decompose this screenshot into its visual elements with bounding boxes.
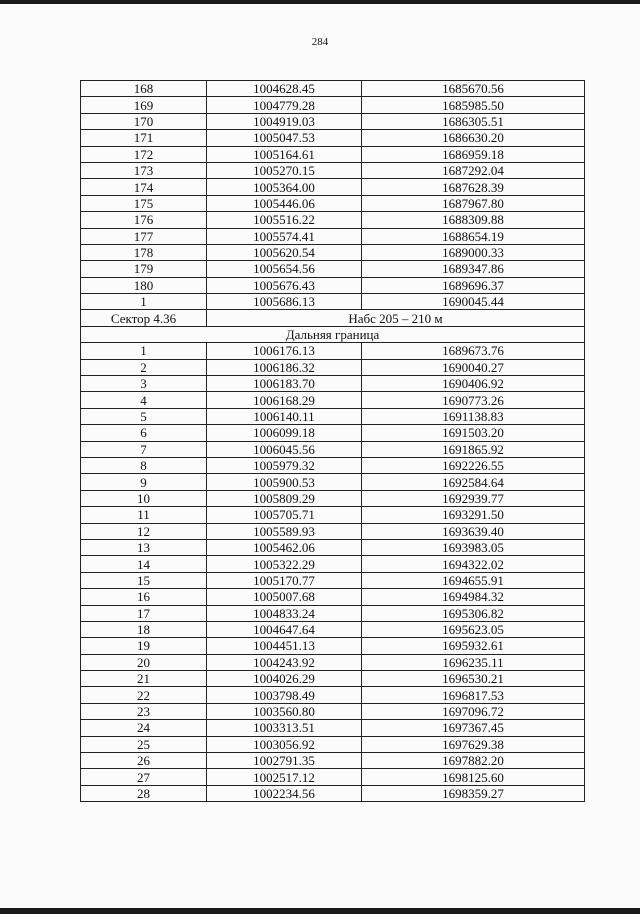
y-coordinate: 1692939.77	[362, 490, 585, 506]
table-row	[81, 572, 585, 588]
y-coordinate: 1696235.11	[362, 654, 585, 670]
point-number: 25	[81, 736, 207, 752]
y-coordinate: 1695623.05	[362, 621, 585, 637]
x-coordinate: 1005809.29	[207, 490, 362, 506]
point-number: 5	[81, 408, 207, 424]
table-row	[81, 720, 585, 736]
scan-edge-bottom	[0, 908, 640, 914]
point-number: 177	[81, 228, 207, 244]
point-number: 18	[81, 621, 207, 637]
table-row	[81, 179, 585, 195]
table-row	[81, 294, 585, 310]
x-coordinate: 1006186.32	[207, 359, 362, 375]
point-number: 20	[81, 654, 207, 670]
y-coordinate: 1692226.55	[362, 457, 585, 473]
table-row	[81, 130, 585, 146]
x-coordinate: 1006183.70	[207, 376, 362, 392]
table-row	[81, 703, 585, 719]
x-coordinate: 1003798.49	[207, 687, 362, 703]
boundary-label: Дальняя граница	[81, 326, 585, 342]
point-number: 3	[81, 376, 207, 392]
y-coordinate: 1685670.56	[362, 81, 585, 97]
x-coordinate: 1004919.03	[207, 113, 362, 129]
y-coordinate: 1687967.80	[362, 195, 585, 211]
x-coordinate: 1005620.54	[207, 244, 362, 260]
y-coordinate: 1694984.32	[362, 589, 585, 605]
y-coordinate: 1697367.45	[362, 720, 585, 736]
y-coordinate: 1695932.61	[362, 638, 585, 654]
x-coordinate: 1004451.13	[207, 638, 362, 654]
table-row	[81, 441, 585, 457]
table-row	[81, 687, 585, 703]
y-coordinate: 1689347.86	[362, 261, 585, 277]
y-coordinate: 1696817.53	[362, 687, 585, 703]
y-coordinate: 1698359.27	[362, 785, 585, 801]
sector-height: Набс 205 – 210 м	[207, 310, 585, 326]
x-coordinate: 1004628.45	[207, 81, 362, 97]
table-row	[81, 277, 585, 293]
x-coordinate: 1002517.12	[207, 769, 362, 785]
table-row	[81, 769, 585, 785]
y-coordinate: 1695306.82	[362, 605, 585, 621]
point-number: 4	[81, 392, 207, 408]
y-coordinate: 1697096.72	[362, 703, 585, 719]
y-coordinate: 1691138.83	[362, 408, 585, 424]
y-coordinate: 1694322.02	[362, 556, 585, 572]
y-coordinate: 1690045.44	[362, 294, 585, 310]
point-number: 9	[81, 474, 207, 490]
point-number: 26	[81, 753, 207, 769]
x-coordinate: 1005007.68	[207, 589, 362, 605]
y-coordinate: 1696530.21	[362, 671, 585, 687]
y-coordinate: 1687628.39	[362, 179, 585, 195]
table-row	[81, 457, 585, 473]
point-number: 14	[81, 556, 207, 572]
table-row	[81, 638, 585, 654]
point-number: 8	[81, 457, 207, 473]
x-coordinate: 1005364.00	[207, 179, 362, 195]
point-number: 170	[81, 113, 207, 129]
x-coordinate: 1005462.06	[207, 539, 362, 555]
x-coordinate: 1005900.53	[207, 474, 362, 490]
y-coordinate: 1685985.50	[362, 97, 585, 113]
x-coordinate: 1006168.29	[207, 392, 362, 408]
x-coordinate: 1003056.92	[207, 736, 362, 752]
point-number: 21	[81, 671, 207, 687]
y-coordinate: 1698125.60	[362, 769, 585, 785]
x-coordinate: 1005686.13	[207, 294, 362, 310]
x-coordinate: 1005047.53	[207, 130, 362, 146]
x-coordinate: 1006176.13	[207, 343, 362, 359]
y-coordinate: 1689000.33	[362, 244, 585, 260]
table-row	[81, 654, 585, 670]
table-row	[81, 785, 585, 801]
y-coordinate: 1693983.05	[362, 539, 585, 555]
table-row	[81, 425, 585, 441]
y-coordinate: 1690406.92	[362, 376, 585, 392]
point-number: 172	[81, 146, 207, 162]
x-coordinate: 1005654.56	[207, 261, 362, 277]
x-coordinate: 1002234.56	[207, 785, 362, 801]
table-row	[81, 736, 585, 752]
table-row	[81, 408, 585, 424]
x-coordinate: 1003313.51	[207, 720, 362, 736]
point-number: 23	[81, 703, 207, 719]
y-coordinate: 1687292.04	[362, 162, 585, 178]
point-number: 1	[81, 294, 207, 310]
x-coordinate: 1005676.43	[207, 277, 362, 293]
point-number: 1	[81, 343, 207, 359]
x-coordinate: 1004833.24	[207, 605, 362, 621]
point-number: 12	[81, 523, 207, 539]
table-row	[81, 228, 585, 244]
table-row	[81, 97, 585, 113]
point-number: 176	[81, 212, 207, 228]
y-coordinate: 1694655.91	[362, 572, 585, 588]
table-row	[81, 490, 585, 506]
table-row	[81, 507, 585, 523]
boundary-row	[81, 326, 585, 342]
table-row	[81, 195, 585, 211]
table-row	[81, 343, 585, 359]
point-number: 28	[81, 785, 207, 801]
x-coordinate: 1005322.29	[207, 556, 362, 572]
point-number: 179	[81, 261, 207, 277]
y-coordinate: 1686630.20	[362, 130, 585, 146]
x-coordinate: 1006045.56	[207, 441, 362, 457]
x-coordinate: 1005170.77	[207, 572, 362, 588]
rows-before-sector	[81, 81, 585, 310]
point-number: 24	[81, 720, 207, 736]
point-number: 7	[81, 441, 207, 457]
y-coordinate: 1688309.88	[362, 212, 585, 228]
x-coordinate: 1005516.22	[207, 212, 362, 228]
scan-edge-top	[0, 0, 640, 4]
table-row	[81, 392, 585, 408]
table-row	[81, 753, 585, 769]
x-coordinate: 1004779.28	[207, 97, 362, 113]
point-number: 11	[81, 507, 207, 523]
y-coordinate: 1688654.19	[362, 228, 585, 244]
y-coordinate: 1689673.76	[362, 343, 585, 359]
x-coordinate: 1005979.32	[207, 457, 362, 473]
x-coordinate: 1006140.11	[207, 408, 362, 424]
point-number: 10	[81, 490, 207, 506]
point-number: 2	[81, 359, 207, 375]
table-row	[81, 146, 585, 162]
y-coordinate: 1689696.37	[362, 277, 585, 293]
table-row	[81, 605, 585, 621]
table-row	[81, 81, 585, 97]
x-coordinate: 1004647.64	[207, 621, 362, 637]
rows-after-sector	[81, 343, 585, 802]
point-number: 178	[81, 244, 207, 260]
x-coordinate: 1005705.71	[207, 507, 362, 523]
x-coordinate: 1006099.18	[207, 425, 362, 441]
table-row	[81, 244, 585, 260]
point-number: 171	[81, 130, 207, 146]
point-number: 180	[81, 277, 207, 293]
table-row	[81, 474, 585, 490]
y-coordinate: 1686959.18	[362, 146, 585, 162]
x-coordinate: 1005270.15	[207, 162, 362, 178]
point-number: 168	[81, 81, 207, 97]
sector-header	[81, 310, 585, 343]
y-coordinate: 1697629.38	[362, 736, 585, 752]
table-row	[81, 376, 585, 392]
x-coordinate: 1003560.80	[207, 703, 362, 719]
table-row	[81, 621, 585, 637]
point-number: 15	[81, 572, 207, 588]
table-row	[81, 113, 585, 129]
x-coordinate: 1004026.29	[207, 671, 362, 687]
y-coordinate: 1691865.92	[362, 441, 585, 457]
table-row	[81, 589, 585, 605]
point-number: 6	[81, 425, 207, 441]
point-number: 19	[81, 638, 207, 654]
point-number: 174	[81, 179, 207, 195]
page-number: 284	[311, 36, 329, 48]
x-coordinate: 1002791.35	[207, 753, 362, 769]
y-coordinate: 1686305.51	[362, 113, 585, 129]
sector-label: Сектор 4.36	[81, 310, 207, 326]
table-row	[81, 359, 585, 375]
point-number: 16	[81, 589, 207, 605]
point-number: 17	[81, 605, 207, 621]
x-coordinate: 1005446.06	[207, 195, 362, 211]
coordinates-table	[80, 80, 585, 802]
table-row	[81, 671, 585, 687]
y-coordinate: 1690773.26	[362, 392, 585, 408]
x-coordinate: 1005164.61	[207, 146, 362, 162]
table-row	[81, 539, 585, 555]
point-number: 169	[81, 97, 207, 113]
x-coordinate: 1005589.93	[207, 523, 362, 539]
y-coordinate: 1693291.50	[362, 507, 585, 523]
y-coordinate: 1691503.20	[362, 425, 585, 441]
table-row	[81, 212, 585, 228]
point-number: 175	[81, 195, 207, 211]
x-coordinate: 1005574.41	[207, 228, 362, 244]
point-number: 13	[81, 539, 207, 555]
y-coordinate: 1692584.64	[362, 474, 585, 490]
table-row	[81, 523, 585, 539]
point-number: 173	[81, 162, 207, 178]
y-coordinate: 1693639.40	[362, 523, 585, 539]
table-row	[81, 162, 585, 178]
point-number: 22	[81, 687, 207, 703]
table-row	[81, 556, 585, 572]
x-coordinate: 1004243.92	[207, 654, 362, 670]
table-row	[81, 261, 585, 277]
point-number: 27	[81, 769, 207, 785]
y-coordinate: 1690040.27	[362, 359, 585, 375]
y-coordinate: 1697882.20	[362, 753, 585, 769]
sector-row	[81, 310, 585, 326]
